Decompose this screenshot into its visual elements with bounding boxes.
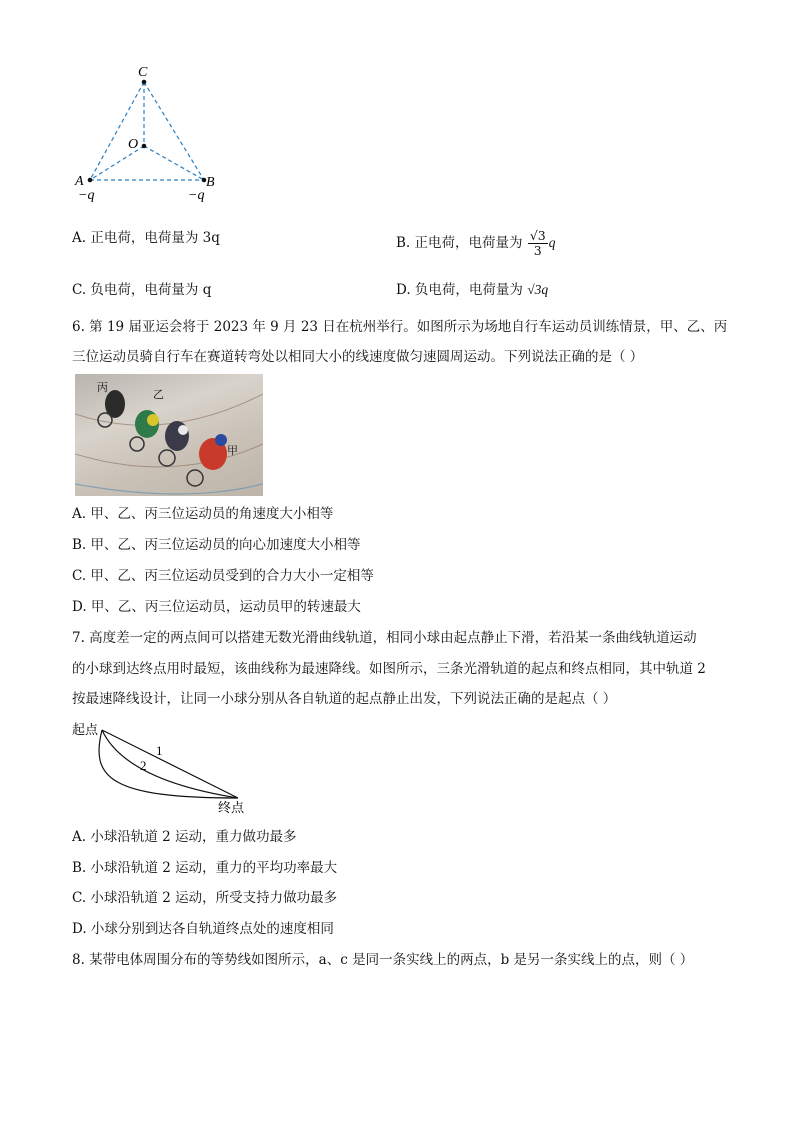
q7-stem-line3: 按最速降线设计，让同一小球分别从各自轨道的起点静止出发，下列说法正确的是起点（ ） [72,691,617,707]
label-track-2: 2 [140,758,147,773]
q6-option-b: B. 甲、乙、丙三位运动员的向心加速度大小相等 [72,537,361,553]
fraction-numerator: √3 [529,228,546,243]
triangle-charge-diagram [70,60,230,205]
photo-label-bing: 丙 [97,381,108,394]
point-a [88,178,93,183]
q5-option-c: C. 负电荷，电荷量为 q [72,282,212,298]
photo-label-yi: 乙 [153,388,164,401]
point-c [142,80,147,85]
q5-option-a: A. 正电荷，电荷量为 3q [72,230,220,246]
q7-option-a: A. 小球沿轨道 2 运动，重力做功最多 [72,829,297,845]
label-b: B [206,175,215,190]
q6-stem-line1: 6. 第 19 届亚运会将于 2023 年 9 月 23 日在杭州举行。如图所示为场地自行车运动员训练情景，甲、乙、丙 [72,319,728,335]
photo-label-jia: 甲 [227,444,238,457]
label-end: 终点 [218,800,245,815]
q5-option-b [396,229,555,258]
q7-option-d: D. 小球分别到达各自轨道终点处的速度相同 [72,921,334,937]
q5-option-b-suffix: q [548,235,556,250]
q7-option-b: B. 小球沿轨道 2 运动，重力的平均功率最大 [72,860,338,876]
q6-option-d: D. 甲、乙、丙三位运动员，运动员甲的转速最大 [72,599,361,615]
label-start: 起点 [72,722,99,737]
q6-option-a: A. 甲、乙、丙三位运动员的角速度大小相等 [72,506,334,522]
cycling-photo [75,374,263,496]
q5-option-b-fraction [528,229,548,258]
label-o: O [128,137,139,152]
q5-option-d-prefix: D. 负电荷，电荷量为 [396,282,523,298]
label-a: A [75,174,84,189]
q5-option-b-prefix: B. 正电荷，电荷量为 [396,235,523,251]
track-1 [102,730,238,798]
brachistochrone-diagram [70,718,260,818]
point-o [142,144,147,149]
label-c: C [138,65,148,80]
q6-stem-line2: 三位运动员骑自行车在赛道转弯处以相同大小的线速度做匀速圆周运动。下列说法正确的是（ ） [72,349,644,365]
charge-a: −q [78,188,95,203]
q7-stem-line2: 的小球到达终点用时最短，该曲线称为最速降线。如图所示，三条光滑轨道的起点和终点相同，其中轨道 2 [72,661,706,677]
q7-stem-line1: 7. 高度差一定的两点间可以搭建无数光滑曲线轨道，相同小球由起点静止下滑，若沿某一条曲线轨道运动 [72,630,697,646]
q5-option-d [396,281,548,299]
label-track-1: 1 [156,743,163,758]
fraction-denominator: 3 [533,243,542,258]
q6-option-c: C. 甲、乙、丙三位运动员受到的合力大小一定相等 [72,568,374,584]
q8-stem-line1: 8. 某带电体周围分布的等势线如图所示，a、c 是同一条实线上的两点，b 是另一条实线上的点，则（ ） [72,952,694,968]
charge-b: −q [188,188,205,203]
q5-option-d-value: √3q [527,282,549,297]
triangle-dashed-lines [90,82,204,180]
q7-option-c: C. 小球沿轨道 2 运动，所受支持力做功最多 [72,890,338,906]
